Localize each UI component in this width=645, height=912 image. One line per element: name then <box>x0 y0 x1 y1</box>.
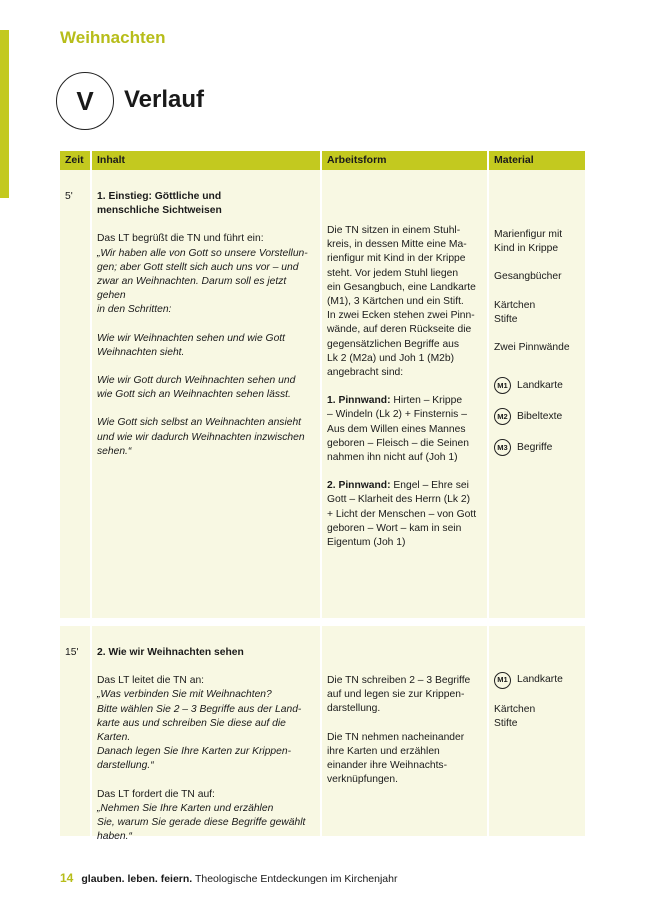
m1-badge-icon: M1 <box>494 672 511 689</box>
quote-text <box>97 688 316 773</box>
material-line: Stifte <box>494 718 518 730</box>
quote-line: und wie wir dadurch Weihnachten inzwischen <box>97 431 305 443</box>
content-cell <box>92 170 322 618</box>
form-line: In zwei Ecken stehen zwei Pinn- <box>327 310 475 322</box>
form-line: geboren – Wort – kam in sein <box>327 522 462 534</box>
form-line: + Licht der Menschen – von Gott <box>327 508 477 520</box>
form-line: verknüpfungen. <box>327 774 398 786</box>
m3-badge-icon: M3 <box>494 439 511 456</box>
form-line: Die TN schreiben 2 – 3 Begriffe <box>327 675 471 686</box>
quote-line: „Was verbinden Sie mit Weihnachten? <box>97 689 272 701</box>
material-ref <box>494 439 581 456</box>
pinnwand-label: 2. Pinnwand: <box>327 480 391 492</box>
quote-line: Sie, warum Sie gerade diese Begriffe gewählt <box>97 817 306 829</box>
form-line: einander ihre Weihnachts- <box>327 760 448 772</box>
form-line: geboren – Fleisch – die Seinen <box>327 437 469 449</box>
quote-line: sehen.“ <box>97 445 132 457</box>
m1-badge-icon: M1 <box>494 377 511 394</box>
quote-line: Bitte wählen Sie 2 – 3 Begriffe aus der Land- <box>97 703 302 715</box>
accent-bar <box>0 30 9 198</box>
material-item <box>494 228 581 256</box>
header-zeit: Zeit <box>60 151 92 170</box>
schedule-table <box>60 151 585 844</box>
m2-badge-icon: M2 <box>494 408 511 425</box>
intro-text: Das LT begrüßt die TN und führt ein: <box>97 233 264 245</box>
form-line: angebracht sind: <box>327 367 404 379</box>
step-title <box>97 190 316 218</box>
form-line: ein Gesangbuch, eine Landkarte <box>327 281 476 293</box>
form-line: ihre Karten und erzählen <box>327 745 440 757</box>
material-ref <box>494 377 581 394</box>
form-line: gegensätzlichen Begriffe aus <box>327 338 460 350</box>
header-arbeitsform: Arbeitsform <box>322 151 489 170</box>
material-ref-label: Bibeltexte <box>517 410 563 422</box>
page-number: 14 <box>60 871 74 885</box>
form-cell <box>322 626 489 836</box>
material-cell <box>489 626 585 836</box>
pinnwand-label: 1. Pinnwand: <box>327 395 391 407</box>
material-line: Zwei Pinnwände <box>494 342 570 354</box>
form-line: kreis, in dessen Mitte eine Ma- <box>327 239 467 251</box>
quote-line: „Nehmen Sie Ihre Karten und erzählen <box>97 802 274 814</box>
form-line: Gott – Klarheit des Herrn (Lk 2) <box>327 494 471 506</box>
quote-line: zwar an Weihnachten. Darum soll es jetzt gehen <box>97 276 287 302</box>
quote-text <box>97 802 316 845</box>
form-line: steht. Vor jedem Stuhl liegen <box>327 267 459 279</box>
pinnwand-1 <box>327 394 483 408</box>
step-title-line: 1. Einstieg: Göttliche und <box>97 191 222 202</box>
page-footer <box>60 871 397 885</box>
material-cell <box>489 170 585 618</box>
intro-text: Das LT fordert die TN auf: <box>97 788 215 800</box>
step-title: 2. Wie wir Weihnachten sehen <box>97 647 244 658</box>
form-line: Die TN nehmen nacheinander <box>327 731 465 743</box>
form-line: darstellung. <box>327 703 381 715</box>
quote-text <box>97 247 316 459</box>
section-label: Weihnachten <box>60 28 166 47</box>
quote-line: Wie Gott sich selbst an Weihnachten ansieht <box>97 417 302 429</box>
material-ref-label: Landkarte <box>517 674 563 686</box>
material-ref <box>494 408 581 425</box>
form-line: Die TN sitzen in einem Stuhl- <box>327 225 461 236</box>
form-line: – Windeln (Lk 2) + Finsternis – <box>327 409 467 421</box>
form-line: wände, auf deren Rückseite die <box>327 324 472 336</box>
form-line: auf und legen sie zur Krippen- <box>327 689 465 701</box>
form-cell <box>322 170 489 618</box>
chapter-badge: V <box>56 72 114 130</box>
material-ref-label: Begriffe <box>517 441 553 453</box>
material-line: Gesangbücher <box>494 271 562 283</box>
page-title: Verlauf <box>124 86 205 113</box>
quote-line: darstellung.“ <box>97 760 154 772</box>
material-line: Marienfigur mit <box>494 229 563 240</box>
intro-text: Das LT leitet die TN an: <box>97 675 205 687</box>
material-item <box>494 270 581 284</box>
header-inhalt: Inhalt <box>92 151 322 170</box>
form-line: rienfigur mit Kind in der Krippe <box>327 253 466 265</box>
form-line: nahmen ihn nicht auf (Joh 1) <box>327 452 458 464</box>
material-line: Kärtchen <box>494 299 536 311</box>
quote-line: wie Gott sich an Weihnachten sehen lässt. <box>97 389 291 401</box>
content-cell <box>92 626 322 843</box>
form-line: Engel – Ehre sei <box>390 480 469 492</box>
form-line: Lk 2 (M2a) und Joh 1 (M2b) <box>327 352 455 364</box>
form-line: Eigentum (Joh 1) <box>327 537 406 549</box>
material-item <box>494 341 581 355</box>
form-line: Aus dem Willen eines Mannes <box>327 423 466 435</box>
quote-line: gen; aber Gott stellt sich auch uns vor – und <box>97 261 299 273</box>
quote-line: haben.“ <box>97 831 132 843</box>
header-material: Material <box>494 154 534 166</box>
quote-line: „Wir haben alle von Gott so unsere Vorstellun- <box>97 247 308 259</box>
material-item <box>494 299 581 327</box>
table-row <box>60 626 585 844</box>
quote-line: Danach legen Sie Ihre Karten zur Krippen- <box>97 746 292 758</box>
material-ref <box>494 672 581 689</box>
material-line: Stifte <box>494 313 518 325</box>
step-title-line: menschliche Sichtweisen <box>97 205 222 217</box>
quote-line: karte aus und schreiben Sie diese auf die Karten. <box>97 717 286 744</box>
table-header <box>60 151 585 170</box>
form-line: Hirten – Krippe <box>390 395 463 407</box>
material-line: Kärtchen <box>494 704 536 715</box>
quote-line: Wie wir Gott durch Weihnachten sehen und <box>97 375 296 387</box>
time-cell: 5' <box>60 170 92 618</box>
pinnwand-2 <box>327 479 483 493</box>
material-ref-label: Landkarte <box>517 379 563 391</box>
material-line: Kind in Krippe <box>494 243 559 255</box>
quote-line: Wie wir Weihnachten sehen und wie Gott <box>97 332 286 344</box>
footer-subtitle: Theologische Entdeckungen im Kirchenjahr <box>192 873 398 885</box>
quote-line: in den Schritten: <box>97 304 172 316</box>
quote-line: Weihnachten sieht. <box>97 346 185 358</box>
table-row <box>60 170 585 626</box>
time-cell: 15' <box>60 626 92 836</box>
form-line: (M1), 3 Kärtchen und ein Stift. <box>327 296 464 308</box>
footer-brand: glauben. leben. feiern. <box>81 873 193 885</box>
